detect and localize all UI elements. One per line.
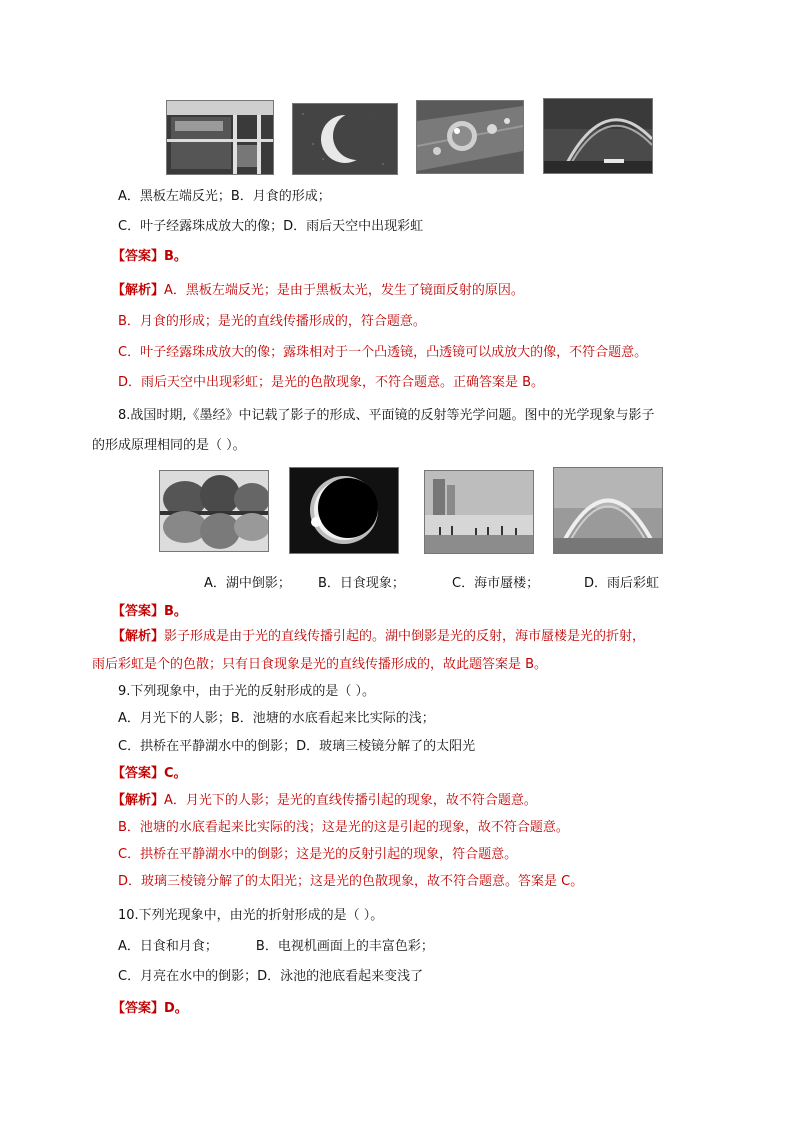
q8-answer <box>112 603 187 621</box>
q9-analysis-c: C．拱桥在平静湖水中的倒影；这是光的反射引起的现象，符合题意。 <box>118 847 518 862</box>
analysis-label: 【解析】 <box>112 283 165 298</box>
answer-value: B。 <box>164 604 187 619</box>
rainbow-sky-image <box>543 98 653 174</box>
q9-stem: 9.下列现象中，由于光的反射形成的是（ ）。 <box>118 684 376 699</box>
mirage-image <box>424 470 534 554</box>
option-b: B．电视机画面上的丰富色彩； <box>255 939 434 954</box>
answer-value: D。 <box>164 1001 188 1016</box>
q8-caption-b: B．日食现象； <box>318 576 405 591</box>
analysis-text: A．黑板左端反光；是由于黑板太光，发生了镜面反射的原因。 <box>164 283 524 298</box>
analysis-text: 影子形成是由于光的直线传播引起的。湖中倒影是光的反射，海市蜃楼是光的折射， <box>164 629 646 644</box>
answer-label: 【答案】 <box>112 249 165 264</box>
q8-analysis-2: 雨后彩虹是个的色散；只有日食现象是光的直线传播形成的，故此题答案是 B。 <box>92 657 548 672</box>
q7-analysis-b: B．月食的形成；是光的直线传播形成的，符合题意。 <box>118 314 426 329</box>
q9-options-cd: C．拱桥在平静湖水中的倒影；D．玻璃三棱镜分解了的太阳光 <box>118 739 476 754</box>
lake-reflection-image <box>159 470 269 552</box>
blackboard-image <box>166 100 274 175</box>
q9-analysis-b: B．池塘的水底看起来比实际的浅；这是光的这是引起的现象，故不符合题意。 <box>118 820 569 835</box>
q7-options-ab: A．黑板左端反光；B．月食的形成； <box>118 189 331 204</box>
q7-analysis-a <box>112 282 524 300</box>
q8-stem-1: 8.战国时期,《墨经》中记载了影子的形成、平面镜的反射等光学问题。图中的光学现象与影子 <box>118 408 655 423</box>
rainbow-image <box>553 467 663 554</box>
q10-options-cd: C．月亮在水中的倒影；D．泳池的池底看起来变浅了 <box>118 969 424 984</box>
q8-caption-c: C．海市蜃楼； <box>452 576 540 591</box>
solar-eclipse-image <box>289 467 399 554</box>
analysis-text: A．月光下的人影；是光的直线传播引起的现象，故不符合题意。 <box>164 793 537 808</box>
lunar-eclipse-image <box>292 103 398 175</box>
q10-answer <box>112 1000 188 1018</box>
q8-analysis-1 <box>112 628 645 646</box>
q8-caption-d: D．雨后彩虹 <box>584 576 660 591</box>
dewdrop-leaf-image <box>416 100 524 174</box>
q10-stem: 10.下列光现象中，由光的折射形成的是（ ）。 <box>118 908 384 923</box>
answer-label: 【答案】 <box>112 604 165 619</box>
option-a: A．日食和月食； <box>118 939 218 954</box>
q7-answer <box>112 248 187 266</box>
q7-analysis-c: C．叶子经露珠成放大的像；露珠相对于一个凸透镜，凸透镜可以成放大的像，不符合题意。 <box>118 345 648 360</box>
q9-answer <box>112 765 187 783</box>
q8-stem-2: 的形成原理相同的是（ ）。 <box>92 438 246 453</box>
q8-caption-a: A．湖中倒影； <box>204 576 291 591</box>
q9-analysis-d: D．玻璃三棱镜分解了的太阳光；这是光的色散现象，故不符合题意。答案是 C。 <box>118 874 584 889</box>
analysis-label: 【解析】 <box>112 629 165 644</box>
answer-label: 【答案】 <box>112 766 165 781</box>
q7-options-cd: C．叶子经露珠成放大的像；D．雨后天空中出现彩虹 <box>118 219 424 234</box>
q7-analysis-d: D．雨后天空中出现彩虹；是光的色散现象，不符合题意。正确答案是 B。 <box>118 375 545 390</box>
q10-options-ab <box>118 938 434 956</box>
q9-options-ab: A．月光下的人影；B．池塘的水底看起来比实际的浅； <box>118 711 435 726</box>
answer-value: C。 <box>164 766 187 781</box>
analysis-label: 【解析】 <box>112 793 165 808</box>
answer-label: 【答案】 <box>112 1001 165 1016</box>
q9-analysis-a <box>112 792 537 810</box>
answer-value: B。 <box>164 249 187 264</box>
